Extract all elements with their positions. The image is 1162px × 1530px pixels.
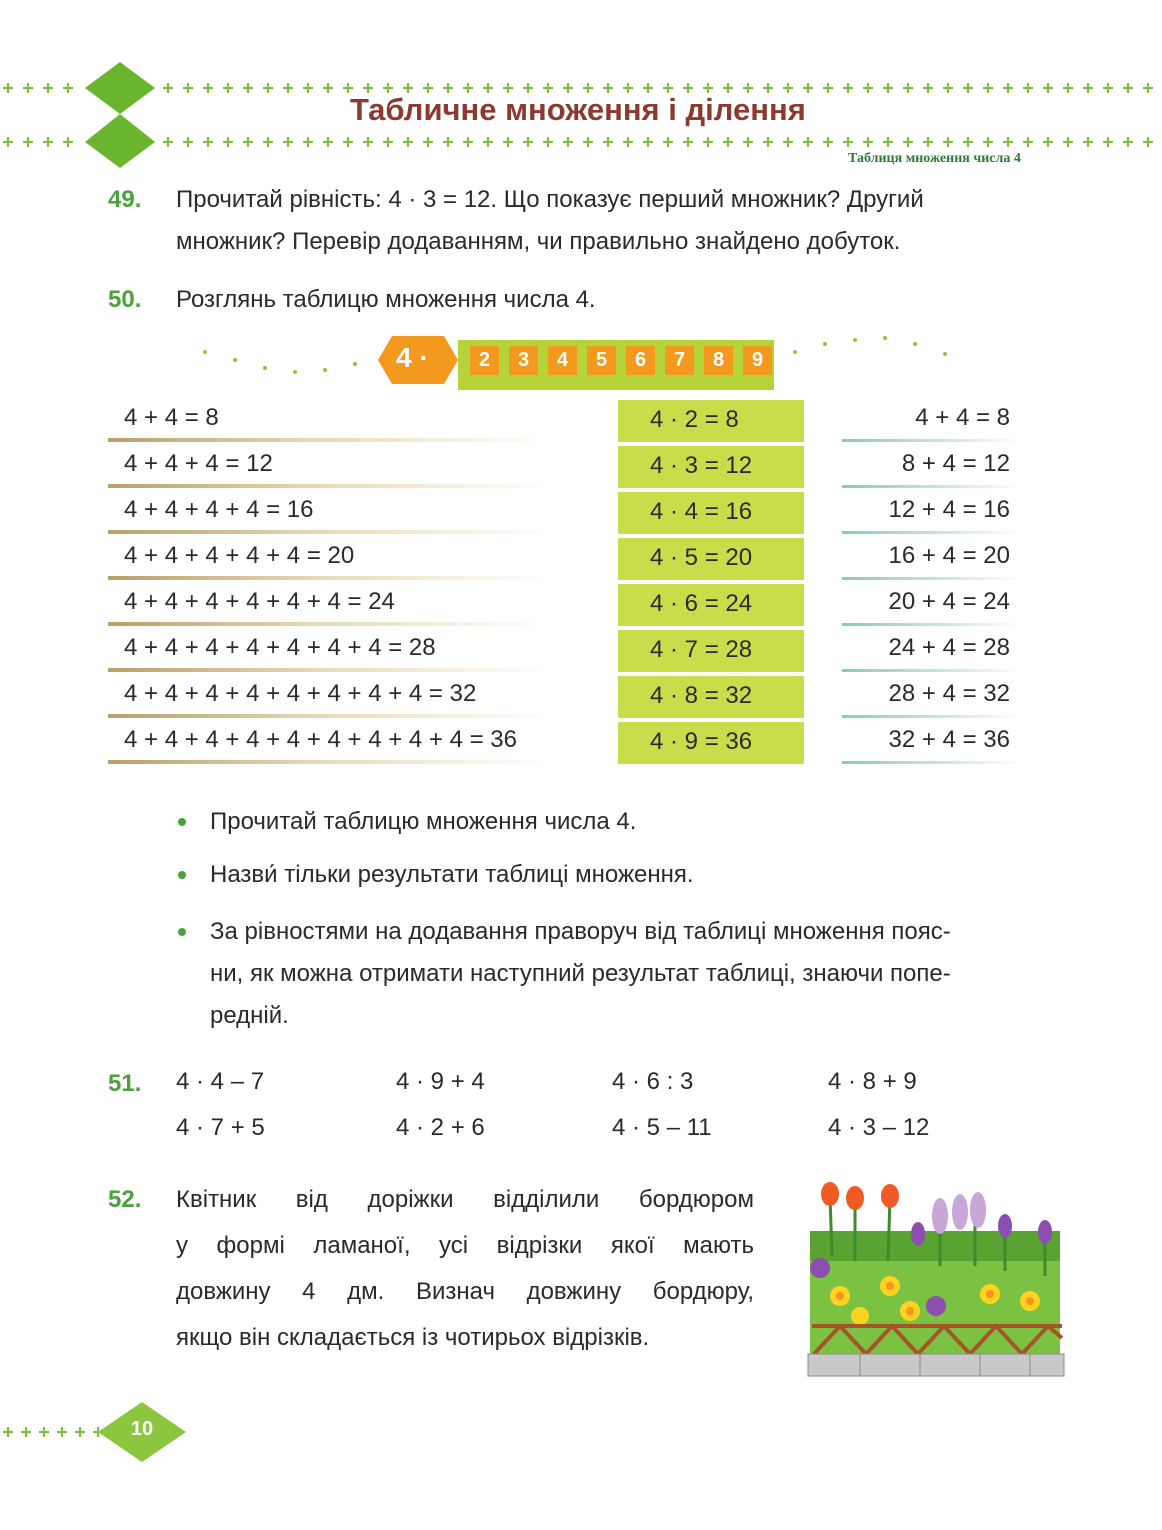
- task-name-results: Назви́ тільки результати таблиці множення.: [210, 861, 694, 888]
- increment-equation: 16 + 4 = 20: [888, 542, 1010, 569]
- product-equation: 4 · 2 = 8: [650, 406, 739, 433]
- task-read-table: Прочитай таблицю множення числа 4.: [210, 808, 637, 835]
- sum-row: [108, 444, 548, 490]
- sum-equation: 4 + 4 + 4 + 4 + 4 + 4 = 24: [124, 588, 395, 615]
- row-underline: [108, 576, 548, 580]
- row-underline: [842, 531, 1022, 534]
- product-equation: 4 · 4 = 16: [650, 498, 753, 525]
- increment-equation: 12 + 4 = 16: [888, 496, 1010, 523]
- leaf-ornament-icon: [85, 114, 155, 168]
- banner-number: 4: [548, 346, 577, 375]
- row-underline: [842, 715, 1022, 718]
- row-underline: [842, 761, 1022, 764]
- increment-equation: 28 + 4 = 32: [888, 680, 1010, 707]
- sum-row: [108, 674, 548, 720]
- task-explain-line-2: ни, як можна отримати наступний результат таблиці, знаючи попе-: [210, 960, 951, 987]
- product-equation: 4 · 7 = 28: [650, 636, 753, 663]
- increment-row: [842, 582, 1022, 628]
- exercise-50-text: Розглянь таблицю множення числа 4.: [176, 286, 596, 313]
- banner-number: 7: [665, 346, 694, 375]
- row-underline: [108, 668, 548, 672]
- task-explain-line-1: За рівностями на додавання праворуч від таблиці множення пояс-: [210, 918, 951, 945]
- row-underline: [842, 577, 1022, 580]
- footer-decoration: [0, 1400, 200, 1470]
- exercise-52-line-2: у формі ламаної, усі відрізки якої мають: [176, 1232, 754, 1259]
- increment-equation: 4 + 4 = 8: [915, 404, 1010, 431]
- sum-row: [108, 628, 548, 674]
- row-underline: [842, 485, 1022, 488]
- increment-row: [842, 720, 1022, 766]
- increment-equation: 8 + 4 = 12: [901, 450, 1010, 477]
- product-equation: 4 · 3 = 12: [650, 452, 753, 479]
- row-underline: [842, 439, 1022, 442]
- expression: 4 · 3 – 12: [828, 1114, 930, 1141]
- task-explain-line-3: редній.: [210, 1002, 289, 1029]
- sum-row: [108, 398, 548, 444]
- row-underline: [108, 438, 548, 442]
- sum-equation: 4 + 4 + 4 + 4 + 4 + 4 + 4 + 4 + 4 = 36: [124, 726, 517, 753]
- expression: 4 · 8 + 9: [828, 1068, 917, 1095]
- row-underline: [108, 530, 548, 534]
- bullet: [178, 818, 186, 826]
- sum-equation: 4 + 4 + 4 + 4 + 4 = 20: [124, 542, 355, 569]
- product-row: [618, 446, 804, 488]
- exercise-number: 50.: [108, 286, 142, 313]
- increment-equation: 20 + 4 = 24: [888, 588, 1010, 615]
- product-row: [618, 538, 804, 580]
- exercise-52-line-3: довжину 4 дм. Визнач довжину бордюру,: [176, 1278, 754, 1305]
- product-row: [618, 400, 804, 442]
- bullet: [178, 871, 186, 879]
- sum-equation: 4 + 4 + 4 + 4 = 16: [124, 496, 314, 523]
- product-row: [618, 630, 804, 672]
- banner-label: 4 ·: [396, 342, 429, 373]
- banner-numbers: [470, 346, 782, 375]
- expression: 4 · 9 + 4: [396, 1068, 485, 1095]
- sum-equation: 4 + 4 = 8: [124, 404, 219, 431]
- row-underline: [842, 623, 1022, 626]
- row-underline: [842, 669, 1022, 672]
- increment-row: [842, 536, 1022, 582]
- sum-row: [108, 536, 548, 582]
- banner-number: 5: [587, 346, 616, 375]
- banner-number: 9: [743, 346, 772, 375]
- product-row: [618, 584, 804, 626]
- expression: 4 · 4 – 7: [176, 1068, 265, 1095]
- increment-row: [842, 444, 1022, 490]
- banner-number: 6: [626, 346, 655, 375]
- product-equation: 4 · 6 = 24: [650, 590, 753, 617]
- sum-equation: 4 + 4 + 4 = 12: [124, 450, 273, 477]
- banner-strip: [458, 340, 774, 390]
- sum-row: [108, 582, 548, 628]
- bullet: [178, 928, 186, 936]
- sum-row: [108, 490, 548, 536]
- section-subtitle: Таблиця множення числа 4: [848, 151, 1021, 166]
- banner-number: 3: [509, 346, 538, 375]
- expression: 4 · 6 : 3: [612, 1068, 694, 1095]
- page-title: Табличне множення і ділення: [350, 92, 806, 127]
- banner-number: 8: [704, 346, 733, 375]
- product-row: [618, 722, 804, 764]
- increment-equation: 32 + 4 = 36: [888, 726, 1010, 753]
- expression: 4 · 7 + 5: [176, 1114, 265, 1141]
- expression: 4 · 2 + 6: [396, 1114, 485, 1141]
- banner-number: 2: [470, 346, 499, 375]
- flowerbed-illustration: [800, 1176, 1070, 1386]
- increment-equation: 24 + 4 = 28: [888, 634, 1010, 661]
- exercise-49-line-1: Прочитай рівність: 4 · 3 = 12. Що показує перший множник? Другий: [176, 186, 924, 213]
- exercise-number: 51.: [108, 1070, 142, 1097]
- increment-row: [842, 674, 1022, 720]
- page-number: 10: [130, 1418, 154, 1440]
- increment-row: [842, 398, 1022, 444]
- increment-row: [842, 490, 1022, 536]
- product-equation: 4 · 5 = 20: [650, 544, 753, 571]
- exercise-number: 49.: [108, 186, 142, 213]
- expression: 4 · 5 – 11: [612, 1114, 712, 1141]
- row-underline: [108, 622, 548, 626]
- increment-row: [842, 628, 1022, 674]
- sum-row: [108, 720, 548, 766]
- exercise-number: 52.: [108, 1186, 142, 1213]
- row-underline: [108, 484, 548, 488]
- exercise-52-line-4: якщо він складається із чотирьох відрізків.: [176, 1324, 650, 1351]
- exercise-49-line-2: множник? Перевір додаванням, чи правильно знайдено добуток.: [176, 228, 901, 255]
- sum-equation: 4 + 4 + 4 + 4 + 4 + 4 + 4 + 4 = 32: [124, 680, 477, 707]
- exercise-52-line-1: Квітник від доріжки відділили бордюром: [176, 1186, 754, 1213]
- sum-equation: 4 + 4 + 4 + 4 + 4 + 4 + 4 = 28: [124, 634, 436, 661]
- product-equation: 4 · 8 = 32: [650, 682, 753, 709]
- leaf-ornament-icon: [85, 62, 155, 114]
- product-row: [618, 676, 804, 718]
- product-row: [618, 492, 804, 534]
- row-underline: [108, 714, 548, 718]
- product-equation: 4 · 9 = 36: [650, 728, 753, 755]
- row-underline: [108, 760, 548, 764]
